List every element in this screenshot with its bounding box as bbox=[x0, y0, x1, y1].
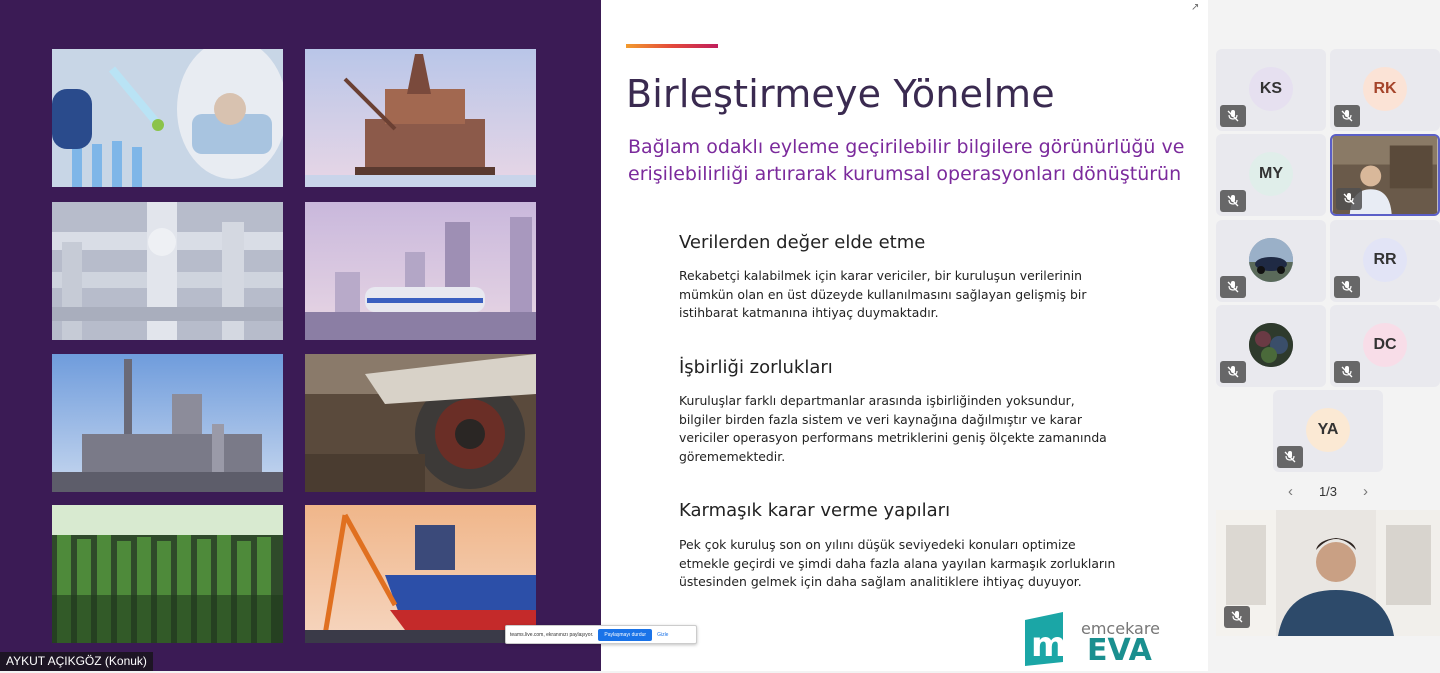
participant-tile-dc[interactable] bbox=[1330, 305, 1440, 387]
participant-tile-photo-car[interactable] bbox=[1216, 220, 1326, 302]
mic-muted-icon bbox=[1220, 190, 1246, 212]
avatar: RK bbox=[1363, 67, 1407, 111]
mic-muted-icon bbox=[1220, 361, 1246, 383]
mic-muted-icon bbox=[1220, 105, 1246, 127]
emcekare-eva-logo bbox=[1023, 606, 1208, 668]
mic-muted-icon bbox=[1277, 446, 1303, 468]
section-body-2: Kuruluşlar farklı departmanlar arasında işbirliğinden yoksundur, bilgiler birden fazla sistem ve veri kaynağına dağılmıştır ve karar vericiler operasyon performans metriklerini geniş ölçekte zamanında görememektedir. bbox=[679, 393, 1107, 464]
previous-page-button[interactable]: ‹ bbox=[1288, 482, 1293, 500]
mic-muted-icon bbox=[1334, 361, 1360, 383]
city-train-image bbox=[305, 202, 536, 340]
presentation-slide bbox=[601, 0, 1208, 671]
section-heading-3: Karmaşık karar verme yapıları bbox=[679, 500, 951, 521]
title-accent-bar bbox=[626, 44, 718, 48]
mic-muted-icon bbox=[1334, 276, 1360, 298]
mic-muted-icon bbox=[1220, 276, 1246, 298]
participant-tile-photo[interactable] bbox=[1216, 305, 1326, 387]
svg-text:m: m bbox=[1031, 625, 1067, 665]
section-heading-2: İşbirliği zorlukları bbox=[679, 357, 833, 378]
screen-share-bar bbox=[505, 625, 697, 644]
avatar bbox=[1249, 238, 1293, 282]
section-body-1: Rekabetçi kalabilmek için karar vericiler, bir kuruluşun verilerinin mümkün olan en üst düzeyde kullanılmasını sağlayan gelişmiş bir istihbarat katmanına ihtiyaç duymaktadır. bbox=[679, 268, 1087, 320]
bottles-image bbox=[52, 505, 283, 643]
avatar: YA bbox=[1306, 408, 1350, 452]
participant-tile-rk[interactable] bbox=[1330, 49, 1440, 131]
mic-muted-icon bbox=[1336, 188, 1362, 210]
self-video-preview bbox=[1216, 510, 1440, 636]
hide-share-bar-link[interactable]: Gizle bbox=[657, 631, 669, 638]
lab-scientist-image bbox=[52, 49, 283, 187]
share-status-text: teams.live.com, ekranınızı paylaşıyor. bbox=[510, 631, 594, 638]
mic-muted-icon bbox=[1334, 105, 1360, 127]
industrial-pipes-image bbox=[52, 202, 283, 340]
participant-tile-video[interactable] bbox=[1330, 134, 1440, 216]
svg-text:EVA: EVA bbox=[1087, 633, 1152, 668]
stop-sharing-button[interactable]: Paylaşmayı durdur bbox=[598, 629, 652, 641]
refinery-image bbox=[52, 354, 283, 492]
mouse-cursor-icon: ↗ bbox=[1191, 2, 1200, 13]
page-indicator: 1/3 bbox=[1318, 483, 1338, 499]
svg-text:emcekare: emcekare bbox=[1081, 619, 1160, 638]
participant-pager bbox=[1288, 482, 1368, 500]
participant-tile-ya[interactable] bbox=[1273, 390, 1383, 472]
section-heading-1: Verilerden değer elde etme bbox=[679, 232, 926, 253]
next-page-button[interactable]: › bbox=[1362, 482, 1368, 500]
mic-muted-icon bbox=[1224, 606, 1250, 628]
slide-title: Birleştirmeye Yönelme bbox=[626, 72, 1055, 116]
image-collage-panel bbox=[0, 0, 601, 671]
participant-tile-rr[interactable] bbox=[1330, 220, 1440, 302]
slide-subtitle: Bağlam odaklı eyleme geçirilebilir bilgilere görünürlüğü ve erişilebilirliği artırarak kurumsal operasyonları dönüştürün bbox=[628, 136, 1185, 185]
oil-platform-image bbox=[305, 49, 536, 187]
cargo-ship-image bbox=[305, 505, 536, 643]
avatar: KS bbox=[1249, 67, 1293, 111]
avatar: RR bbox=[1363, 238, 1407, 282]
participant-tile-my[interactable] bbox=[1216, 134, 1326, 216]
avatar: DC bbox=[1363, 323, 1407, 367]
avatar bbox=[1249, 323, 1293, 367]
participant-tile-ks[interactable] bbox=[1216, 49, 1326, 131]
presenter-name-label: AYKUT AÇIKGÖZ (Konuk) bbox=[0, 652, 153, 671]
avatar: MY bbox=[1249, 152, 1293, 196]
mining-excavator-image bbox=[305, 354, 536, 492]
section-body-3: Pek çok kuruluş son on yılını düşük seviyedeki konuları optimize etmekle geçirdi ve şimdi daha fazla alana yayılan karmaşık zorlukların üstesinden gelmek için daha sağlam analitiklere ihtiyaç duyuyor. bbox=[679, 537, 1116, 589]
